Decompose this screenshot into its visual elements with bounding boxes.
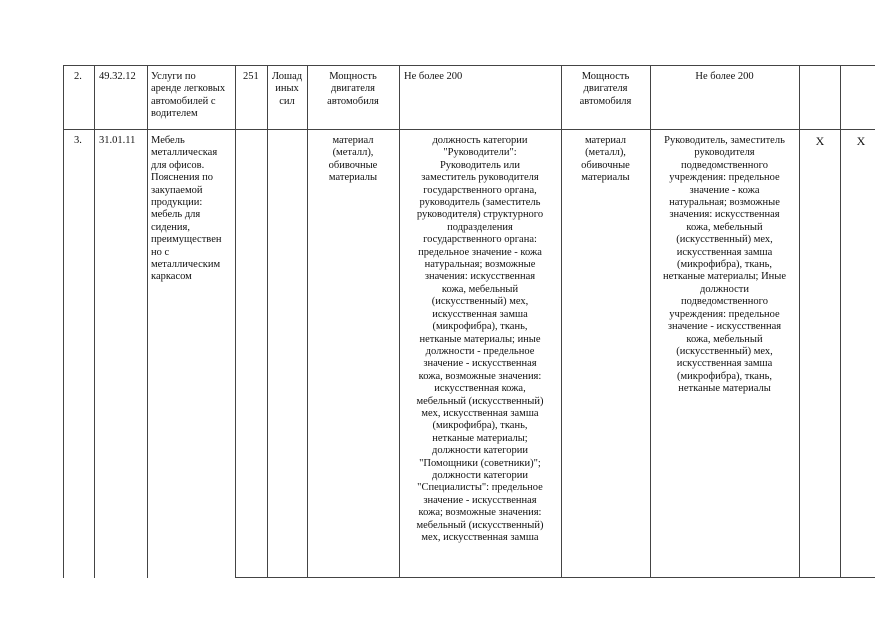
product-name: Услуги по аренде легковых автомобилей с водителем bbox=[151, 71, 226, 120]
col-line bbox=[94, 65, 95, 578]
okpd-code: 49.32.12 bbox=[99, 71, 136, 82]
function-mark: X bbox=[856, 134, 866, 148]
okpd-code: 31.01.11 bbox=[99, 135, 136, 146]
row-number: 3. bbox=[74, 135, 82, 146]
unit-name: Лошад иных сил bbox=[271, 71, 303, 107]
characteristic-name: материал (металл), обивочные материалы bbox=[328, 135, 378, 184]
characteristic-value: Не более 200 bbox=[404, 71, 463, 82]
characteristic-value: должность категории "Руководители": Руководитель или заместитель руководителя государственного органа, руководитель (заместитель руководителя) структурного подразделения государственного органа: предельное значение - кожа натуральная; возможные значения: искусственная кожа, мебельный (искусственный) мех, искусственная замша (микрофибра), ткань, нетканые материалы; иные должности - предельное значение - искусственная кожа, возможные значения: искусственная кожа, мебельный (искусственный) мех, искусственная замша (микрофибра), ткань, нетканые материалы; должности категории "Помощники (советники)"; должности категории "Специалисты": предельное значение - искусственная кожа; возможные значения: мебельный (искусственный) мех, искусственная замша bbox=[416, 135, 544, 543]
approved-characteristic-name: материал (металл), обивочные материалы bbox=[581, 135, 630, 184]
approved-characteristic-value: Не более 200 bbox=[695, 71, 754, 82]
approved-characteristic-value: Руководитель, заместитель руководителя подведомственного учреждения: предельное значение - кожа натуральная; возможные значения: искусственная кожа, мебельный (искусственный) мех, искусственная замша (микрофибра), ткань, нетканые материалы; Иные должности подведомственного учреждения: предельное значение - искусственная кожа, мебельный (искусственный) мех, искусственная замша (микрофибра), ткань, нетканые материалы bbox=[662, 135, 787, 395]
col-line bbox=[147, 65, 148, 578]
col-line bbox=[235, 65, 236, 578]
row-divider bbox=[63, 129, 875, 130]
approved-characteristic-name: Мощность двигателя автомобиля bbox=[579, 71, 632, 107]
row-number: 2. bbox=[74, 71, 82, 82]
okei-code: 251 bbox=[243, 71, 259, 82]
justification-mark: X bbox=[815, 134, 825, 148]
table-border-top bbox=[63, 65, 875, 66]
table-border-bottom-partial bbox=[235, 577, 875, 578]
product-name: Мебель металлическая для офисов. Пояснения по закупаемой продукции: мебель для сидения, преимуществен но с металлическим каркасом bbox=[151, 135, 222, 283]
col-line bbox=[267, 65, 268, 578]
characteristic-name: Мощность двигателя автомобиля bbox=[327, 71, 379, 107]
col-line bbox=[63, 65, 64, 578]
